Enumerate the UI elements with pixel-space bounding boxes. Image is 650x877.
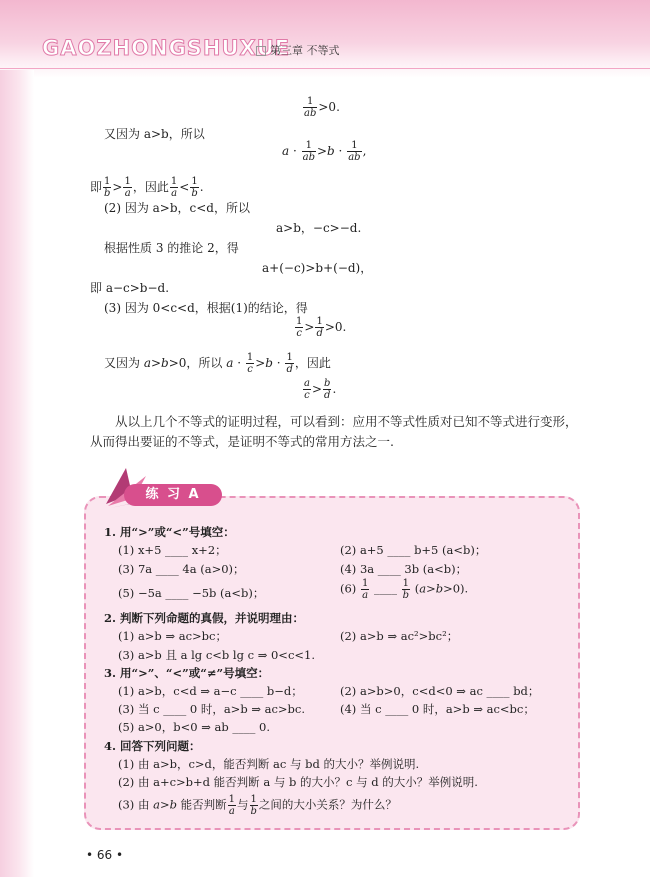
q4-item-2: (2) 由 a+c>b+d 能否判断 a 与 b 的大小？c 与 d 的大小？举例说明.	[118, 775, 478, 789]
eq-ac-bd: $\frac{a}{c}$ > $\frac{b}{d}$ .	[304, 378, 337, 401]
q1-title: 1. 用“>”或“<”号填空：	[104, 525, 235, 539]
q4-item-1: (1) 由 a>b，c>d，能否判断 ac 与 bd 的大小？举例说明.	[118, 757, 420, 771]
exercise-badge	[86, 472, 226, 512]
line-12: 又因为 a>b>0，所以 a · $\frac{1}{c}$ >b · $\frac{1}{d}$ ，因此	[104, 352, 331, 375]
q1-item-6: (6) $\frac{1}{a}$ ____ $\frac{1}{b}$ (a>b>0).	[340, 578, 469, 601]
series-logo: GAOZHONGSHUXUE	[42, 36, 291, 60]
summary-paragraph: 从以上几个不等式的证明过程，可以看到：应用不等式性质对已知不等式进行变形，从而得出要证的不等式，是证明不等式的常用方法之一.	[90, 414, 578, 449]
square-icon	[256, 46, 266, 56]
eq-1c-1d: $\frac{1}{c}$ > $\frac{1}{d}$ >0.	[296, 316, 347, 339]
q4-title: 4. 回答下列问题：	[104, 739, 201, 753]
q3-item-3: (3) 当 c ____ 0 时，a>b ⇒ ac>bc.	[118, 702, 306, 716]
line-8: a+(−c)>b+(−d)，	[262, 261, 373, 275]
q1-item-3: (3) 7a ____ 4a (a>0)；	[118, 562, 245, 576]
header-rule	[0, 68, 650, 69]
q3-item-4: (4) 当 c ____ 0 时，a>b ⇒ ac<bc；	[340, 702, 535, 716]
exercise-badge-label: 练 习 A	[124, 484, 222, 506]
eq-1-over-ab: $\frac{1}{ab}$ >0.	[304, 96, 340, 119]
line-2: 又因为 a>b，所以	[104, 127, 205, 141]
line-6: a>b，−c>−d.	[276, 221, 362, 235]
q3-item-2: (2) a>b>0，c<d<0 ⇒ ac ____ bd；	[340, 684, 540, 698]
side-decoration	[0, 70, 34, 877]
line-7: 根据性质 3 的推论 2，得	[104, 241, 239, 255]
q1-item-2: (2) a+5 ____ b+5 (a<b)；	[340, 543, 487, 557]
q2-item-3: (3) a>b 且 a lg c<b lg c ⇒ 0<c<1.	[118, 648, 315, 662]
q3-item-5: (5) a>0，b<0 ⇒ ab ____ 0.	[118, 720, 271, 734]
line-4: 即 $\frac{1}{b}$ > $\frac{1}{a}$ ，因此 $\frac{1}{a}$ < $\frac{1}{b}$ .	[90, 176, 204, 199]
q2-item-2: (2) a>b ⇒ ac²>bc²；	[340, 629, 459, 643]
page-number: • 66 •	[86, 848, 124, 862]
q2-item-1: (1) a>b ⇒ ac>bc；	[118, 629, 227, 643]
q3-title: 3. 用“>”、“<”或“≠”号填空：	[104, 666, 270, 680]
q3-item-1: (1) a>b，c<d ⇒ a−c ____ b−d；	[118, 684, 303, 698]
line-10: (3) 因为 0<c<d，根据(1)的结论，得	[104, 301, 308, 315]
q2-title: 2. 判断下列命题的真假，并说明理由：	[104, 611, 305, 625]
q1-item-4: (4) 3a ____ 3b (a<b)；	[340, 562, 468, 576]
q1-item-5: (5) −5a ____ −5b (a<b)；	[118, 586, 265, 600]
eq-a-times: a · $\frac{1}{ab}$ >b · $\frac{1}{ab}$ ,	[282, 140, 367, 163]
q1-item-1: (1) x+5 ____ x+2；	[118, 543, 227, 557]
line-9: 即 a−c>b−d.	[90, 281, 170, 295]
line-5: (2) 因为 a>b，c<d，所以	[104, 201, 250, 215]
q4-item-3: (3) 由 a>b 能否判断 $\frac{1}{a}$ 与 $\frac{1}{b}$ 之间的大小关系？为什么？	[118, 794, 397, 817]
chapter-label: 第三章 不等式	[270, 44, 340, 57]
chapter-title	[256, 42, 340, 58]
